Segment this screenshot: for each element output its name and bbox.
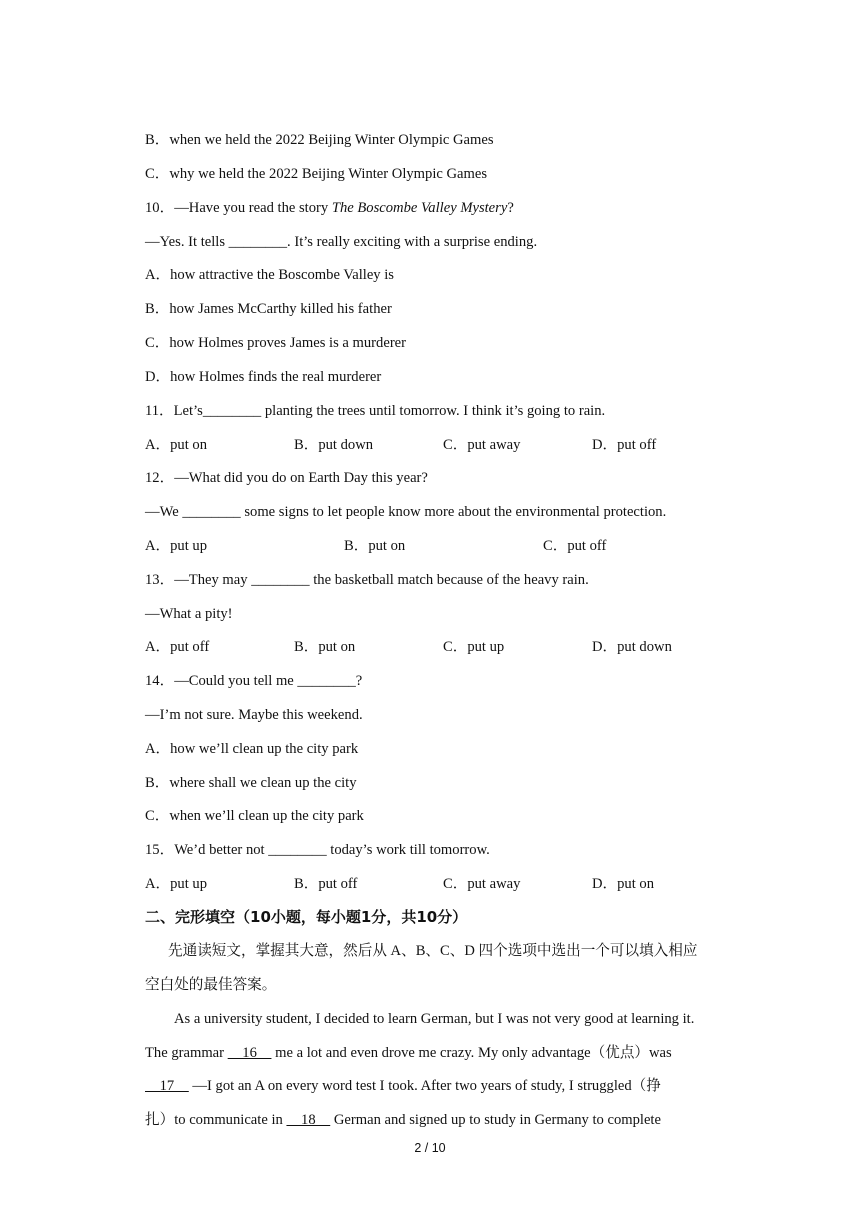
q10-answer-line: —Yes. It tells ________. It’s really exciting with a surprise ending. [145, 234, 538, 250]
q14-stem: 14．—Could you tell me ________? [145, 673, 363, 689]
passage-text: The grammar [145, 1045, 228, 1061]
q12-answer-line: —We ________ some signs to let people know more about the environmental protection. [145, 504, 667, 520]
q13-option-b: B．put on [294, 639, 356, 655]
q10-story-title: The Boscombe Valley Mystery [331, 200, 508, 216]
q10-option-d: D．how Holmes finds the real murderer [145, 369, 382, 385]
passage-text: 扎）to communicate in [145, 1112, 287, 1128]
q10-option-a: A．how attractive the Boscombe Valley is [145, 267, 394, 283]
q13-option-d: D．put down [592, 639, 672, 655]
q10-stem-pre: 10．—Have you read the story [145, 200, 332, 216]
passage-line-1: As a university student, I decided to learn German, but I was not very good at learning it. [174, 1011, 695, 1027]
q10-option-c: C．how Holmes proves James is a murderer [145, 335, 407, 351]
q10-option-b: B．how James McCarthy killed his father [145, 301, 392, 317]
q13-stem: 13．—They may ________ the basketball match because of the heavy rain. [145, 572, 589, 588]
q14-answer-line: —I’m not sure. Maybe this weekend. [145, 707, 363, 723]
blank-16: 16 [227, 1045, 272, 1061]
q13-option-a: A．put off [145, 639, 210, 655]
passage-text: me a lot and even drove me crazy. My only advantage（优点）was [271, 1045, 672, 1061]
passage-text: —I got an A on every word test I took. After two years of study, I struggled（挣 [188, 1078, 661, 1094]
page-number: 2 / 10 [414, 1141, 446, 1155]
q15-option-a: A．put up [145, 876, 208, 892]
q12-option-b: B．put on [344, 538, 406, 554]
q12-option-a: A．put up [145, 538, 208, 554]
q15-option-c: C．put away [443, 876, 521, 892]
q9-option-c: C．why we held the 2022 Beijing Winter Olympic Games [145, 166, 488, 182]
blank-18: 18 [286, 1112, 331, 1128]
q14-option-a: A．how we’ll clean up the city park [145, 741, 359, 757]
q11-option-d: D．put off [592, 437, 657, 453]
q15-stem: 15．We’d better not ________ today’s work till tomorrow. [145, 842, 490, 858]
section-2-heading: 二、完形填空（10小题，每小题1分，共10分） [145, 908, 468, 926]
passage-line-4 [145, 1110, 661, 1130]
q11-option-c: C．put away [443, 437, 521, 453]
passage-text: German and signed up to study in Germany to complete [330, 1112, 661, 1128]
q10-stem-post: ? [507, 200, 514, 216]
q11-stem: 11．Let’s________ planting the trees until tomorrow. I think it’s going to rain. [145, 403, 606, 419]
q14-option-c: C．when we’ll clean up the city park [145, 808, 364, 824]
blank-17: 17 [145, 1078, 189, 1094]
q13-option-c: C．put up [443, 639, 505, 655]
q11-option-b: B．put down [294, 437, 374, 453]
section-2-instruction-1: 先通读短文，掌握其大意，然后从 A、B、C、D 四个选项中选出一个可以填入相应 [168, 943, 698, 959]
passage-line-2 [145, 1043, 672, 1063]
q11-option-a: A．put on [145, 437, 208, 453]
q12-option-c: C．put off [543, 538, 607, 554]
q9-option-b: B．when we held the 2022 Beijing Winter Olympic Games [145, 132, 494, 148]
q13-answer-line: —What a pity! [145, 606, 233, 622]
q15-option-b: B．put off [294, 876, 358, 892]
q14-option-b: B．where shall we clean up the city [145, 775, 357, 791]
section-2-instruction-2: 空白处的最佳答案。 [145, 977, 277, 993]
q10-stem [145, 198, 514, 218]
passage-line-3 [145, 1076, 661, 1096]
q15-option-d: D．put on [592, 876, 655, 892]
q12-stem: 12．—What did you do on Earth Day this year? [145, 470, 428, 486]
